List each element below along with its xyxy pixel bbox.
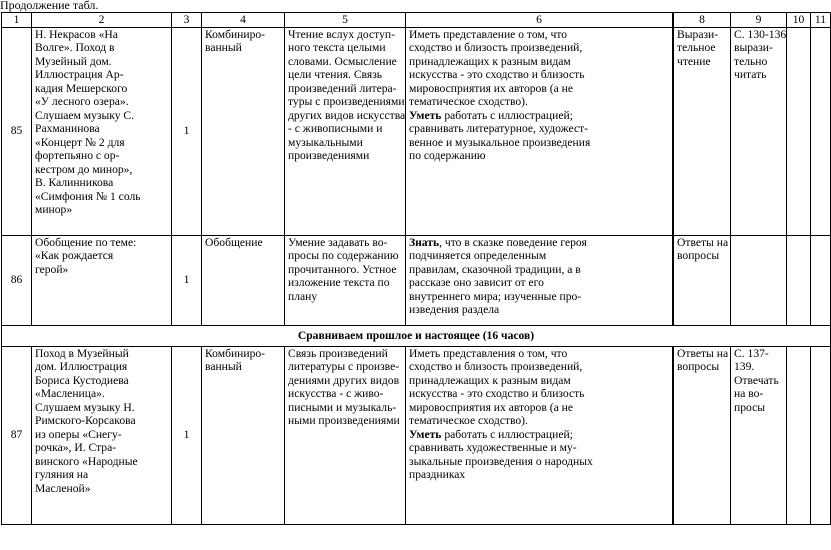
lesson-hours: 1 bbox=[172, 27, 202, 235]
result-keyword: Знать bbox=[409, 235, 440, 249]
cell-line: литературы с произве- bbox=[288, 360, 400, 373]
lesson-control bbox=[674, 346, 731, 524]
result-line bbox=[409, 468, 669, 482]
cell-line: Иллюстрация Ар- bbox=[35, 68, 124, 81]
lesson-activity bbox=[285, 27, 406, 235]
lesson-topic bbox=[32, 346, 172, 524]
result-text: внутреннего мира; изученные про- bbox=[409, 289, 582, 303]
cell-line: Обобщение bbox=[205, 235, 263, 249]
result-line bbox=[409, 249, 669, 263]
cell-line: 139. bbox=[734, 360, 755, 373]
cell-line: ными произведениями bbox=[288, 414, 400, 427]
cell-line: «Симфония № 1 соль bbox=[35, 189, 141, 203]
result-line bbox=[409, 263, 669, 277]
cell-line: дом. Иллюстрация bbox=[35, 360, 128, 373]
result-text: сравнивать художественные и му- bbox=[409, 441, 577, 454]
header-cell: 3 bbox=[172, 13, 202, 28]
cell-line: Ответы на bbox=[677, 346, 729, 360]
result-line bbox=[409, 276, 669, 290]
result-text: работать с иллюстрацией; bbox=[441, 427, 573, 441]
header-cell: 11 bbox=[811, 13, 831, 28]
header-cell: 8 bbox=[674, 13, 731, 28]
cell-line: винского «Народные bbox=[35, 454, 138, 468]
header-cell: 1 bbox=[2, 13, 32, 28]
lesson-results bbox=[406, 235, 673, 325]
section-title: Сравниваем прошлое и настоящее (16 часов) bbox=[2, 325, 831, 346]
result-line bbox=[409, 136, 669, 150]
lesson-type bbox=[202, 27, 285, 235]
table-row bbox=[2, 346, 831, 524]
cell-line: Рахманинова bbox=[35, 122, 100, 135]
lesson-hours: 1 bbox=[172, 235, 202, 325]
result-line bbox=[409, 68, 669, 82]
cell-line: цели чтения. Связь bbox=[288, 68, 383, 81]
result-text: принадлежащих к разным видам bbox=[409, 373, 571, 387]
cell-line: просы bbox=[734, 400, 766, 414]
cell-line: на во- bbox=[734, 387, 764, 400]
header-cell: 10 bbox=[787, 13, 811, 28]
lesson-number: 86 bbox=[2, 235, 32, 325]
result-text: сравнивать литературное, художест- bbox=[409, 122, 589, 135]
table-caption: Продолжение табл. bbox=[0, 0, 99, 12]
cell-line: читать bbox=[734, 68, 767, 81]
result-line bbox=[409, 347, 669, 361]
cell-line: ного текста целыми bbox=[288, 41, 386, 54]
result-text: правилам, сказочной традиции, а в bbox=[409, 262, 581, 276]
result-line bbox=[409, 387, 669, 401]
result-text: рассказе оно зависит от его bbox=[409, 276, 544, 289]
result-line bbox=[409, 303, 669, 317]
cell-line: Вырази- bbox=[677, 27, 719, 41]
cell-line: Чтение вслух доступ- bbox=[288, 27, 395, 41]
cell-line: Н. Некрасов «На bbox=[35, 27, 118, 41]
lesson-homework bbox=[731, 346, 787, 524]
result-line bbox=[409, 41, 669, 55]
cell-line: ванный bbox=[205, 41, 242, 54]
cell-line: «Концерт № 2 для bbox=[35, 135, 125, 149]
header-row bbox=[2, 13, 831, 28]
lesson-type bbox=[202, 235, 285, 325]
header-cell: 4 bbox=[202, 13, 285, 28]
lesson-col11 bbox=[811, 235, 831, 325]
result-text: по содержанию bbox=[409, 149, 486, 162]
result-keyword: Уметь bbox=[409, 427, 442, 441]
lesson-topic bbox=[32, 27, 172, 235]
table-row bbox=[2, 27, 831, 235]
cell-line: Музейный дом. bbox=[35, 54, 112, 68]
result-text: праздниках bbox=[409, 468, 466, 481]
result-text: подчиняется определенным bbox=[409, 249, 547, 262]
cell-line: фортепьяно с ор- bbox=[35, 149, 120, 162]
cell-line: С. 130-136 bbox=[734, 27, 787, 41]
result-text: искусства - это сходство и близость bbox=[409, 68, 585, 81]
cell-line: Римского-Корсакова bbox=[35, 414, 136, 427]
cell-line: Комбиниро- bbox=[205, 346, 266, 360]
result-text: Иметь представления о том, что bbox=[409, 346, 568, 360]
cell-line: «У лесного озера». bbox=[35, 95, 129, 108]
cell-line: Умение задавать во- bbox=[288, 235, 388, 249]
cell-line: Слушаем музыку Н. bbox=[35, 400, 135, 414]
result-line bbox=[409, 149, 669, 163]
cell-line: Масленой» bbox=[35, 481, 91, 495]
result-text: работать с иллюстрацией; bbox=[441, 108, 573, 122]
cell-line: герой» bbox=[35, 262, 69, 276]
cell-line: из оперы «Снегу- bbox=[35, 427, 122, 441]
lesson-number: 87 bbox=[2, 346, 32, 524]
lesson-results bbox=[406, 27, 673, 235]
cell-line: гуляния на bbox=[35, 468, 89, 481]
cell-line: произведениями bbox=[288, 149, 370, 162]
cell-line: «Как рождается bbox=[35, 249, 114, 262]
result-text: изведения раздела bbox=[409, 303, 500, 316]
result-text: мировосприятия их авторов (а не bbox=[409, 400, 573, 414]
lesson-topic bbox=[32, 235, 172, 325]
cell-line: изложение текста по bbox=[288, 276, 390, 289]
lesson-activity bbox=[285, 235, 406, 325]
lesson-control bbox=[674, 27, 731, 235]
lesson-col10 bbox=[787, 235, 811, 325]
lesson-col10 bbox=[787, 27, 811, 235]
cell-line: Комбиниро- bbox=[205, 27, 266, 41]
cell-line: ванный bbox=[205, 360, 242, 373]
header-cell: 6 bbox=[406, 13, 673, 28]
cell-line: кестром до минор», bbox=[35, 162, 133, 176]
cell-line: кадия Мешерского bbox=[35, 81, 128, 95]
cell-line: вырази- bbox=[734, 41, 773, 54]
cell-line: произведений литера- bbox=[288, 81, 397, 95]
cell-line: Бориса Кустодиева bbox=[35, 373, 129, 387]
result-line bbox=[409, 95, 669, 109]
cell-line: С. 137- bbox=[734, 346, 769, 360]
result-line bbox=[409, 401, 669, 415]
result-text: сходство и близость произведений, bbox=[409, 41, 583, 54]
header-cell: 2 bbox=[32, 13, 172, 28]
cell-line: В. Калинникова bbox=[35, 176, 114, 189]
lesson-results bbox=[406, 346, 673, 524]
lesson-activity bbox=[285, 346, 406, 524]
cell-line: тельно bbox=[734, 54, 768, 68]
result-text: зыкальные произведения о народных bbox=[409, 454, 593, 468]
cell-line: Связь произведений bbox=[288, 346, 388, 360]
result-line bbox=[409, 441, 669, 455]
cell-line: искусства - с живо- bbox=[288, 387, 384, 400]
section-row bbox=[2, 325, 831, 346]
result-keyword: Уметь bbox=[409, 108, 442, 122]
result-text: искусства - это сходство и близость bbox=[409, 387, 585, 400]
result-line bbox=[409, 109, 669, 123]
result-line bbox=[409, 290, 669, 304]
header-cell: 9 bbox=[731, 13, 787, 28]
header-cell: 5 bbox=[285, 13, 406, 28]
cell-line: других видов искусства bbox=[288, 108, 406, 122]
lesson-homework bbox=[731, 235, 787, 325]
result-line bbox=[409, 455, 669, 469]
lesson-control bbox=[674, 235, 731, 325]
cell-line: прочитанного. Устное bbox=[288, 262, 397, 276]
cell-line: туры с произведениями bbox=[288, 95, 405, 108]
result-text: мировосприятия их авторов (а не bbox=[409, 81, 573, 95]
cell-line: Обобщение по теме: bbox=[35, 235, 137, 249]
result-line bbox=[409, 236, 669, 250]
result-line bbox=[409, 428, 669, 442]
table-row bbox=[2, 235, 831, 325]
result-line bbox=[409, 374, 669, 388]
result-text: тематическое сходство). bbox=[409, 95, 528, 108]
cell-line: «Масленица». bbox=[35, 387, 105, 400]
lesson-col11 bbox=[811, 27, 831, 235]
result-line bbox=[409, 28, 669, 42]
lesson-plan-table bbox=[1, 12, 831, 525]
result-text: , что в сказке поведение героя bbox=[439, 235, 587, 249]
lesson-homework bbox=[731, 27, 787, 235]
result-text: Иметь представление о том, что bbox=[409, 27, 568, 41]
cell-line: рочка», И. Стра- bbox=[35, 441, 117, 454]
lesson-number: 85 bbox=[2, 27, 32, 235]
cell-line: вопросы bbox=[677, 249, 720, 262]
result-text: сходство и близость произведений, bbox=[409, 360, 583, 373]
result-line bbox=[409, 122, 669, 136]
cell-line: Отвечать bbox=[734, 373, 779, 387]
result-line bbox=[409, 55, 669, 69]
cell-line: музыкальными bbox=[288, 135, 363, 149]
cell-line: Слушаем музыку С. bbox=[35, 108, 135, 122]
result-line bbox=[409, 360, 669, 374]
result-line bbox=[409, 82, 669, 96]
result-text: венное и музыкальное произведения bbox=[409, 135, 591, 149]
lesson-col11 bbox=[811, 346, 831, 524]
cell-line: Волге». Поход в bbox=[35, 41, 115, 54]
cell-line: Ответы на bbox=[677, 235, 729, 249]
cell-line: чтение bbox=[677, 54, 711, 68]
cell-line: - с живописными и bbox=[288, 122, 383, 135]
cell-line: плану bbox=[288, 289, 318, 303]
cell-line: словами. Осмысление bbox=[288, 54, 397, 68]
cell-line: просы по содержанию bbox=[288, 249, 399, 262]
cell-line: тельное bbox=[677, 41, 716, 54]
result-text: тематическое сходство). bbox=[409, 414, 528, 427]
cell-line: писными и музыкаль- bbox=[288, 400, 397, 414]
result-text: принадлежащих к разным видам bbox=[409, 54, 571, 68]
cell-line: дениями других видов bbox=[288, 373, 400, 387]
result-line bbox=[409, 414, 669, 428]
lesson-col10 bbox=[787, 346, 811, 524]
cell-line: минор» bbox=[35, 203, 73, 216]
lesson-hours: 1 bbox=[172, 346, 202, 524]
lesson-type bbox=[202, 346, 285, 524]
cell-line: вопросы bbox=[677, 360, 720, 373]
cell-line: Поход в Музейный bbox=[35, 346, 129, 360]
